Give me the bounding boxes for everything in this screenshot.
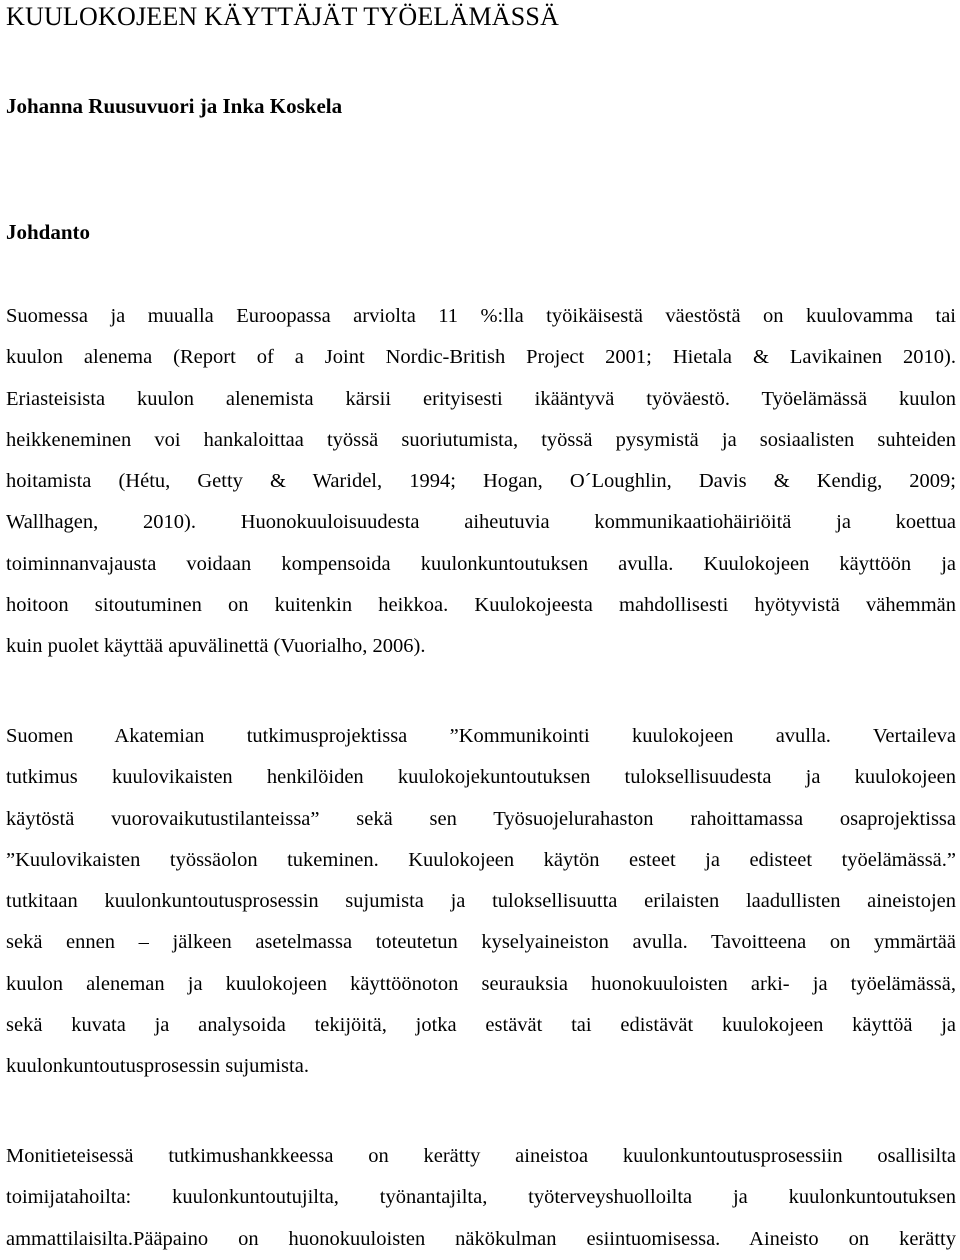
text-line: toimijatahoilta: kuulonkuntoutujilta, työnantajilta, työterveyshuolloilta ja kuulonkuntoutuksen <box>6 1186 956 1209</box>
text-line: Wallhagen, 2010). Huonokuuloisuudesta aiheutuvia kommunikaatiohäiriöitä ja koettua <box>6 511 956 534</box>
paragraph-project <box>6 716 956 1088</box>
text-line: tutkitaan kuulonkuntoutusprosessin sujumista ja tuloksellisuutta erilaisten laadullisten aineistojen <box>6 890 956 913</box>
text-line: hoitamista (Hétu, Getty & Waridel, 1994; Hogan, O´Loughlin, Davis & Kendig, 2009; <box>6 470 956 493</box>
text-line: Monitieteisessä tutkimushankkeessa on kerätty aineistoa kuulonkuntoutusprosessiin osallisilta <box>6 1145 956 1167</box>
text-line: heikkeneminen voi hankaloittaa työssä suoriutumista, työssä pysymistä ja sosiaalisten suhteiden <box>6 428 956 451</box>
document-title: KUULOKOJEEN KÄYTTÄJÄT TYÖELÄMÄSSÄ <box>6 2 560 31</box>
text-line: sekä ennen – jälkeen asetelmassa toteutetun kyselyaineiston avulla. Tavoitteena on ymmärtää <box>6 931 956 954</box>
text-line: kuulon alenema (Report of a Joint Nordic-British Project 2001; Hietala & Lavikainen 2010). <box>6 346 956 369</box>
document-authors: Johanna Ruusuvuori ja Inka Koskela <box>6 94 343 118</box>
text-line: kuulon aleneman ja kuulokojeen käyttöönoton seurauksia huonokuuloisten arki- ja työelämässä, <box>6 972 956 995</box>
section-heading: Johdanto <box>6 220 91 244</box>
text-line: ”Kuulovikaisten työssäolon tukeminen. Kuulokojeen käytön esteet ja edisteet työelämässä.” <box>6 848 956 871</box>
text-line: Suomen Akatemian tutkimusprojektissa ”Kommunikointi kuulokojeen avulla. Vertaileva <box>6 725 956 747</box>
text-line: kuin puolet käyttää apuvälinettä (Vuorialho, 2006). <box>6 635 426 658</box>
text-line: hoitoon sitoutuminen on kuitenkin heikkoa. Kuulokojeesta mahdollisesti hyötyvistä vähemmän <box>6 594 956 617</box>
paragraph-intro <box>6 296 956 668</box>
text-line: kuulonkuntoutusprosessin sujumista. <box>6 1055 309 1078</box>
text-line: tutkimus kuulovikaisten henkilöiden kuulokojekuntoutuksen tuloksellisuudesta ja kuulokojeen <box>6 766 956 789</box>
paragraph-data <box>6 1136 956 1260</box>
text-line: Eriasteisista kuulon alenemista kärsii erityisesti ikääntyvä työväestö. Työelämässä kuulon <box>6 387 956 410</box>
text-line: sekä kuvata ja analysoida tekijöitä, jotka estävät tai edistävät kuulokojeen käyttöä ja <box>6 1014 956 1037</box>
text-line: Suomessa ja muualla Euroopassa arviolta 11 %:lla työikäisestä väestöstä on kuulovamma tai <box>6 305 956 327</box>
text-line: ammattilaisilta.Pääpaino on huonokuuloisten näkökulman esiintuomisessa. Aineisto on kerätty <box>6 1227 956 1250</box>
text-line: käytöstä vuorovaikutustilanteissa” sekä sen Työsuojelurahaston rahoittamassa osaprojektissa <box>6 807 956 830</box>
text-line: toiminnanvajausta voidaan kompensoida kuulonkuntoutuksen avulla. Kuulokojeen käyttöön ja <box>6 552 956 575</box>
